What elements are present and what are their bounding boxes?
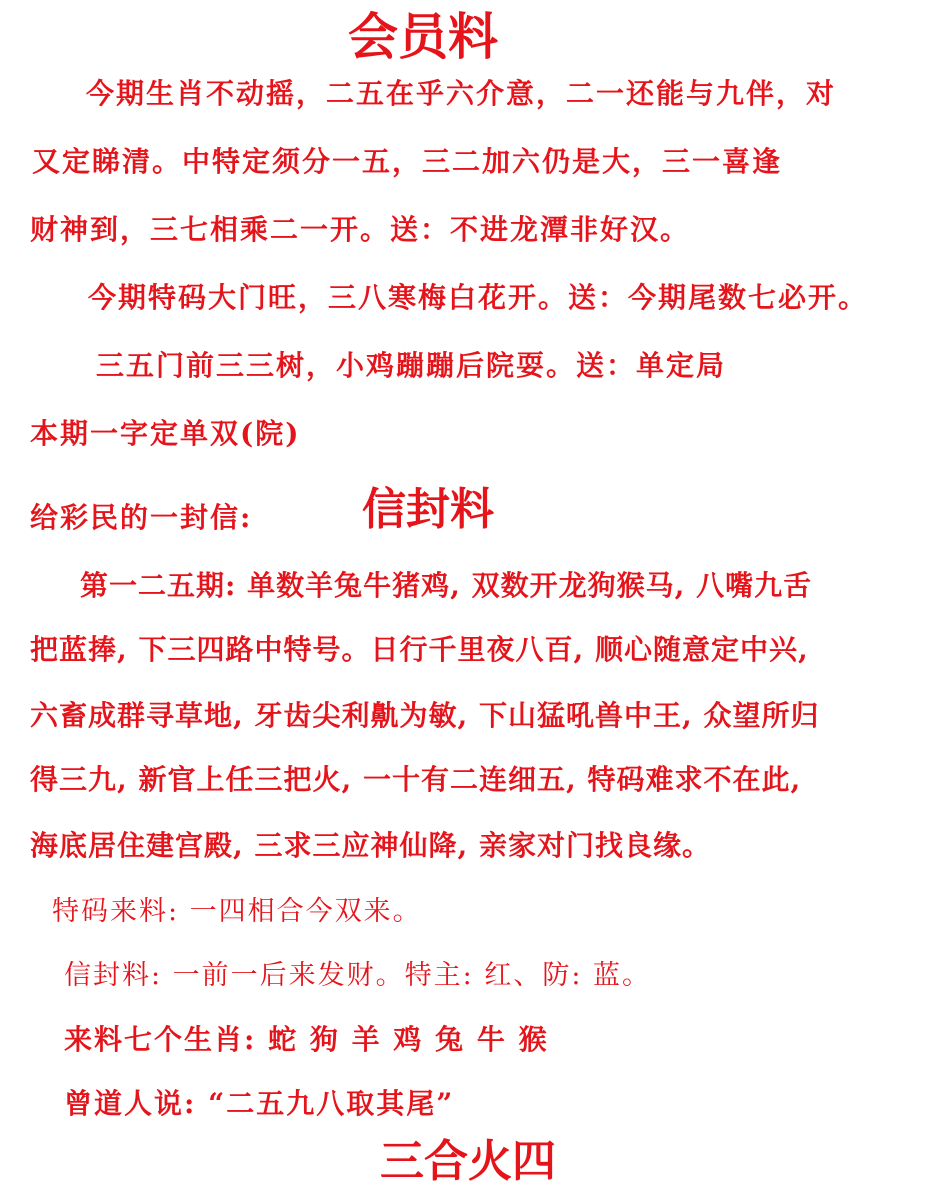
member-line-2: 又定睇清。中特定须分一五，三二加六仍是大，三一喜逢 xyxy=(32,145,783,178)
member-line-5: 三五门前三三树，小鸡蹦蹦后院耍。送：单定局 xyxy=(96,349,727,382)
envelope-line-5: 海底居住建宫殿, 三求三应神仙降, 亲家对门找良缘。 xyxy=(30,829,711,862)
member-title: 会员料 xyxy=(348,7,498,66)
special-code-tip: 特码来料: 一四相合今双来。 xyxy=(52,896,422,927)
member-line-4: 今期特码大门旺，三八寒梅白花开。送：今期尾数七必开。 xyxy=(88,281,869,314)
member-line-3: 财神到，三七相乘二一开。送：不进龙潭非好汉。 xyxy=(30,213,691,246)
envelope-intro: 给彩民的一封信: xyxy=(30,501,253,534)
member-line-6: 本期一字定单双(院) xyxy=(30,417,301,450)
envelope-tip: 信封料: 一前一后来发财。特主: 红、防: 蓝。 xyxy=(64,960,652,991)
envelope-line-3: 六畜成群寻草地, 牙齿尖利鼽为敏, 下山猛吼兽中王, 众望所归 xyxy=(30,699,820,732)
envelope-title: 信封料 xyxy=(362,484,494,535)
envelope-line-1: 第一二五期: 单数羊兔牛猪鸡, 双数开龙狗猴马, 八嘴九舌 xyxy=(80,569,813,602)
envelope-line-4: 得三九, 新官上任三把火, 一十有二连细五, 特码难求不在此, xyxy=(30,763,802,796)
footer-title: 三合火四 xyxy=(380,1136,556,1187)
member-line-1: 今期生肖不动摇，二五在乎六介意，二一还能与九伴，对 xyxy=(86,77,837,110)
zodiac-tip: 来料七个生肖: 蛇 狗 羊 鸡 兔 牛 猴 xyxy=(64,1023,549,1056)
daoist-quote: 曾道人说: “二五九八取其尾” xyxy=(64,1087,455,1120)
envelope-line-2: 把蓝捧, 下三四路中特号。日行千里夜八百, 顺心随意定中兴, xyxy=(30,633,809,666)
